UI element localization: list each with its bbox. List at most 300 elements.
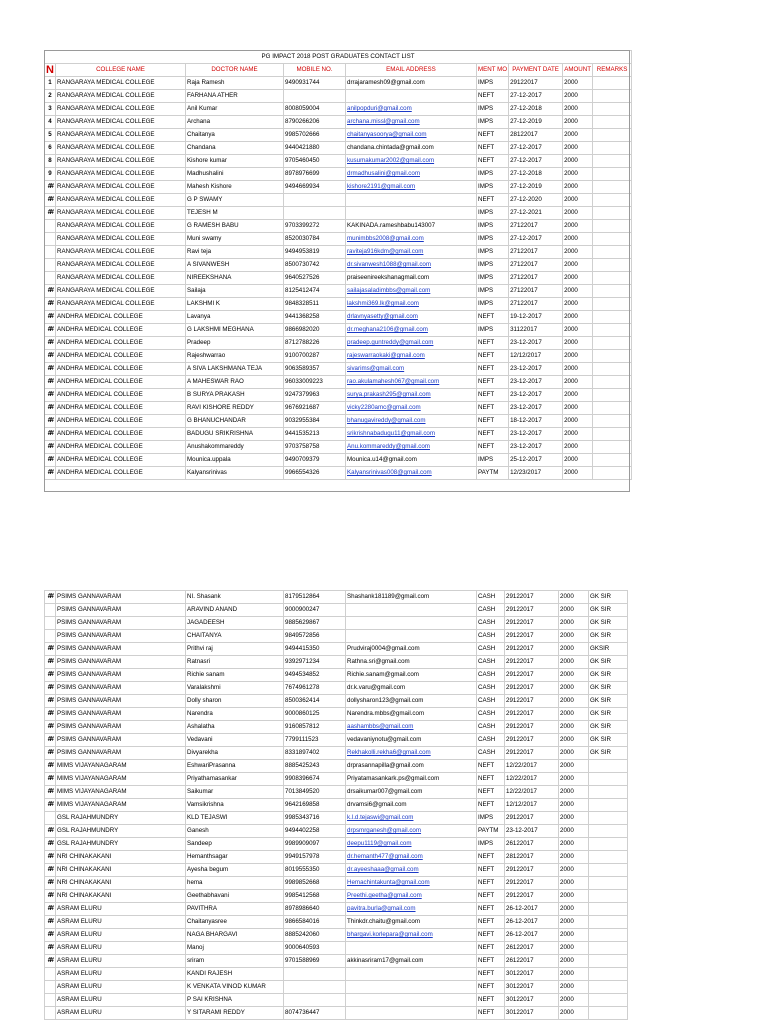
- cell-doctor: RAVI KISHORE REDDY: [186, 402, 284, 415]
- cell-n: [45, 968, 56, 981]
- cell-mobile: 9494415350: [284, 643, 346, 656]
- cell-mode: NEFT: [477, 337, 509, 350]
- cell-mode: NEFT: [477, 799, 505, 812]
- cell-email[interactable]: Hemachintakunta@gmail.com: [346, 877, 477, 890]
- cell-doctor: EshwariPrasanna: [186, 760, 284, 773]
- cell-mobile: 7799111523: [284, 734, 346, 747]
- cell-date: 28122017: [505, 851, 559, 864]
- table-row: [45, 682, 628, 695]
- cell-mobile: 8331897402: [284, 747, 346, 760]
- table-row: [45, 142, 632, 155]
- cell-doctor: JAGADEESH: [186, 617, 284, 630]
- cell-amount: 2000: [563, 337, 593, 350]
- cell-college: NRI CHINAKAKANI: [56, 890, 186, 903]
- table-row: [45, 747, 628, 760]
- cell-college: NRI CHINAKAKANI: [56, 864, 186, 877]
- cell-college: ASRAM ELURU: [56, 981, 186, 994]
- cell-mobile: 9966554326: [284, 467, 346, 480]
- cell-amount: 2000: [559, 929, 589, 942]
- cell-college: PSIMS GANNAVARAM: [56, 643, 186, 656]
- cell-n: ##: [45, 838, 56, 851]
- cell-n: 6: [45, 142, 56, 155]
- cell-n: ##: [45, 760, 56, 773]
- cell-n: 5: [45, 129, 56, 142]
- cell-date: 25-12-2017: [509, 454, 563, 467]
- cell-mobile: 9949157978: [284, 851, 346, 864]
- cell-college: ASRAM ELURU: [56, 968, 186, 981]
- cell-doctor: A SIVANWESH: [186, 259, 284, 272]
- cell-mode: IMPS: [477, 272, 509, 285]
- cell-date: 12/23/2017: [509, 467, 563, 480]
- table-row: [45, 851, 628, 864]
- table-row: [45, 415, 632, 428]
- cell-date: 30122017: [505, 994, 559, 1007]
- cell-amount: 2000: [563, 402, 593, 415]
- cell-date: 28122017: [509, 129, 563, 142]
- cell-doctor: Archana: [186, 116, 284, 129]
- cell-remarks: [589, 864, 628, 877]
- cell-mode: IMPS: [477, 220, 509, 233]
- cell-mode: IMPS: [477, 838, 505, 851]
- cell-email[interactable]: sailajasaladimbbs@gmail.com: [346, 285, 477, 298]
- cell-email[interactable]: sivarims@gmail.com: [346, 363, 477, 376]
- cell-mode: NEFT: [477, 864, 505, 877]
- cell-college: RANGARAYA MEDICAL COLLEGE: [56, 168, 186, 181]
- cell-remarks: [589, 903, 628, 916]
- cell-college: NRI CHINAKAKANI: [56, 877, 186, 890]
- cell-doctor: Dolly sharon: [186, 695, 284, 708]
- cell-amount: 2000: [563, 207, 593, 220]
- cell-email: [346, 942, 477, 955]
- cell-amount: 2000: [563, 181, 593, 194]
- cell-email: dollysharon123@gmail.com: [346, 695, 477, 708]
- cell-email[interactable]: rajeswarraokaki@gmail.com: [346, 350, 477, 363]
- cell-doctor: A SIVA LAKSHMANA TEJA: [186, 363, 284, 376]
- cell-doctor: Ashalatha: [186, 721, 284, 734]
- cell-n: 9: [45, 168, 56, 181]
- cell-remarks: [589, 760, 628, 773]
- cell-mode: NEFT: [477, 942, 505, 955]
- cell-email: [346, 194, 477, 207]
- table-row: [45, 246, 632, 259]
- cell-remarks: [589, 955, 628, 968]
- cell-email[interactable]: dr.ayeeshaaa@gmail.com: [346, 864, 477, 877]
- table-row: [45, 617, 628, 630]
- cell-n: [45, 617, 56, 630]
- cell-mobile: 7674961278: [284, 682, 346, 695]
- table-row: [45, 903, 628, 916]
- table-row: [45, 259, 632, 272]
- cell-amount: 2000: [559, 695, 589, 708]
- header-college: COLLEGE NAME: [56, 64, 186, 77]
- cell-college: RANGARAYA MEDICAL COLLEGE: [56, 272, 186, 285]
- cell-email[interactable]: pradeep.guntreddy@gmail.com: [346, 337, 477, 350]
- table-row: [45, 454, 632, 467]
- cell-remarks: [593, 103, 632, 116]
- cell-remarks: GK SIR: [589, 695, 628, 708]
- cell-college: RANGARAYA MEDICAL COLLEGE: [56, 103, 186, 116]
- cell-college: GSL RAJAHMUNDRY: [56, 838, 186, 851]
- cell-email[interactable]: aashambbs@gmail.com: [346, 721, 477, 734]
- cell-doctor: Muni swamy: [186, 233, 284, 246]
- header-amount: AMOUNT: [563, 64, 593, 77]
- cell-doctor: Mahesh Kishore: [186, 181, 284, 194]
- cell-mobile: 8712788226: [284, 337, 346, 350]
- cell-remarks: [593, 428, 632, 441]
- cell-remarks: [593, 194, 632, 207]
- cell-mobile: 9676921687: [284, 402, 346, 415]
- cell-amount: 2000: [563, 454, 593, 467]
- cell-email[interactable]: Preethi.geetha@gmail.com: [346, 890, 477, 903]
- cell-date: 27-12-2017: [509, 155, 563, 168]
- cell-amount: 2000: [559, 864, 589, 877]
- cell-remarks: [589, 929, 628, 942]
- cell-doctor: hema: [186, 877, 284, 890]
- cell-doctor: G LAKSHMI MEGHANA: [186, 324, 284, 337]
- cell-n: ##: [45, 851, 56, 864]
- table-row: [45, 207, 632, 220]
- cell-college: ANDHRA MEDICAL COLLEGE: [56, 428, 186, 441]
- cell-doctor: Prithvi raj: [186, 643, 284, 656]
- cell-mobile: 8008059004: [284, 103, 346, 116]
- cell-doctor: Kishore kumar: [186, 155, 284, 168]
- cell-email[interactable]: drlavnyasetty@gmail.com: [346, 311, 477, 324]
- cell-date: 29122017: [505, 643, 559, 656]
- cell-college: ASRAM ELURU: [56, 929, 186, 942]
- cell-doctor: FARHANA ATHER: [186, 90, 284, 103]
- cell-mobile: 9989909097: [284, 838, 346, 851]
- cell-remarks: GKSIR: [589, 643, 628, 656]
- cell-email: [346, 630, 477, 643]
- cell-email: [346, 1007, 477, 1020]
- cell-college: NRI CHINAKAKANI: [56, 851, 186, 864]
- table-row: [45, 630, 628, 643]
- cell-college: RANGARAYA MEDICAL COLLEGE: [56, 155, 186, 168]
- cell-amount: 2000: [559, 747, 589, 760]
- cell-doctor: Lavanya: [186, 311, 284, 324]
- cell-amount: 2000: [563, 129, 593, 142]
- cell-mobile: [284, 207, 346, 220]
- table-row: [45, 968, 628, 981]
- cell-date: 31122017: [509, 324, 563, 337]
- cell-email[interactable]: bhanugavireddy@gmail.com: [346, 415, 477, 428]
- cell-college: ASRAM ELURU: [56, 903, 186, 916]
- cell-mode: IMPS: [477, 116, 509, 129]
- cell-mobile: 9985412568: [284, 890, 346, 903]
- cell-amount: 2000: [563, 389, 593, 402]
- cell-mobile: 8520030784: [284, 233, 346, 246]
- cell-email: Rathna.sri@gmail.com: [346, 656, 477, 669]
- cell-amount: 2000: [563, 376, 593, 389]
- cell-amount: 2000: [563, 324, 593, 337]
- cell-date: 27122017: [509, 220, 563, 233]
- title-row: [45, 51, 632, 64]
- cell-remarks: GK SIR: [589, 630, 628, 643]
- cell-n: ##: [45, 428, 56, 441]
- cell-mobile: 9032955384: [284, 415, 346, 428]
- header-payment-mode: MENT MO: [477, 64, 509, 77]
- cell-amount: 2000: [559, 851, 589, 864]
- cell-remarks: [593, 363, 632, 376]
- cell-college: ANDHRA MEDICAL COLLEGE: [56, 311, 186, 324]
- cell-date: 23-12-2017: [509, 363, 563, 376]
- cell-email: [346, 617, 477, 630]
- cell-mobile: 7013849520: [284, 786, 346, 799]
- cell-n: ##: [45, 643, 56, 656]
- table-row: [45, 929, 628, 942]
- cell-college: ASRAM ELURU: [56, 994, 186, 1007]
- header-email: EMAIL ADDRESS: [346, 64, 477, 77]
- cell-remarks: [593, 142, 632, 155]
- cell-email[interactable]: surya.prakash295@gmail.com: [346, 389, 477, 402]
- cell-college: ANDHRA MEDICAL COLLEGE: [56, 415, 186, 428]
- cell-mode: CASH: [477, 630, 505, 643]
- table-row: [45, 708, 628, 721]
- cell-mode: NEFT: [477, 903, 505, 916]
- table-row: [45, 864, 628, 877]
- cell-email: Prudviraj0004@gmail.com: [346, 643, 477, 656]
- cell-date: 29122017: [505, 812, 559, 825]
- table-row: [45, 838, 628, 851]
- cell-email[interactable]: vicky2280amc@gmail.com: [346, 402, 477, 415]
- cell-email[interactable]: bhargavi.korlepara@gmail.com: [346, 929, 477, 942]
- cell-college: MIMS VIJAYANAGARAM: [56, 760, 186, 773]
- cell-n: ##: [45, 877, 56, 890]
- cell-email[interactable]: dr.sivanwesh1088@gmail.com: [346, 259, 477, 272]
- cell-amount: 2000: [563, 285, 593, 298]
- cell-doctor: Divyarekha: [186, 747, 284, 760]
- cell-mode: IMPS: [477, 285, 509, 298]
- cell-remarks: [593, 311, 632, 324]
- cell-email[interactable]: lakshmi369.lk@gmail.com: [346, 298, 477, 311]
- cell-amount: 2000: [563, 103, 593, 116]
- cell-college: ANDHRA MEDICAL COLLEGE: [56, 389, 186, 402]
- cell-doctor: Vedavani: [186, 734, 284, 747]
- table-row: [45, 194, 632, 207]
- table-row: [45, 402, 632, 415]
- cell-doctor: LAKSHMI K: [186, 298, 284, 311]
- cell-mobile: 9100700287: [284, 350, 346, 363]
- header-row: [45, 64, 632, 77]
- cell-college: ASRAM ELURU: [56, 942, 186, 955]
- cell-email: praiseenireekshanagmail.com: [346, 272, 477, 285]
- cell-doctor: Richie sanam: [186, 669, 284, 682]
- cell-date: 29122017: [505, 734, 559, 747]
- cell-doctor: Ganesh: [186, 825, 284, 838]
- cell-college: RANGARAYA MEDICAL COLLEGE: [56, 77, 186, 90]
- cell-mode: NEFT: [477, 786, 505, 799]
- cell-mode: IMPS: [477, 168, 509, 181]
- cell-email[interactable]: Rekhakolli.rekha6@gmail.com: [346, 747, 477, 760]
- cell-email[interactable]: srikrishnabadugu11@gmail.com: [346, 428, 477, 441]
- table-row: [45, 669, 628, 682]
- table-row: [45, 311, 632, 324]
- cell-college: RANGARAYA MEDICAL COLLEGE: [56, 259, 186, 272]
- cell-remarks: [589, 1007, 628, 1020]
- cell-mode: CASH: [477, 656, 505, 669]
- cell-mode: NEFT: [477, 441, 509, 454]
- cell-date: 27-12-2019: [509, 181, 563, 194]
- cell-email[interactable]: kishore2191@gmail.com: [346, 181, 477, 194]
- cell-n: ##: [45, 389, 56, 402]
- cell-email[interactable]: chaitanyasoorya@gmail.com: [346, 129, 477, 142]
- cell-mode: CASH: [477, 604, 505, 617]
- cell-remarks: [593, 129, 632, 142]
- cell-remarks: [593, 220, 632, 233]
- cell-email[interactable]: munimbbs2008@gmail.com: [346, 233, 477, 246]
- cell-mobile: [284, 968, 346, 981]
- cell-doctor: NIREEKSHANA: [186, 272, 284, 285]
- header-payment-date: PAYMENT DATE: [509, 64, 563, 77]
- table-row: [45, 77, 632, 90]
- cell-college: RANGARAYA MEDICAL COLLEGE: [56, 181, 186, 194]
- cell-email[interactable]: anilpopduri@gmail.com: [346, 103, 477, 116]
- cell-remarks: [589, 838, 628, 851]
- cell-date: 23-12-2017: [509, 337, 563, 350]
- cell-amount: 2000: [559, 604, 589, 617]
- cell-mobile: 9703758758: [284, 441, 346, 454]
- cell-date: 29122017: [505, 617, 559, 630]
- cell-mobile: 9000860125: [284, 708, 346, 721]
- cell-college: GSL RAJAHMUNDRY: [56, 812, 186, 825]
- cell-college: ANDHRA MEDICAL COLLEGE: [56, 350, 186, 363]
- cell-date: 30122017: [505, 968, 559, 981]
- table-row: [45, 272, 632, 285]
- cell-college: PSIMS GANNAVARAM: [56, 734, 186, 747]
- cell-date: 27-12-2017: [509, 90, 563, 103]
- cell-email: [346, 604, 477, 617]
- cell-date: 12/12/2017: [505, 799, 559, 812]
- cell-amount: 2000: [563, 220, 593, 233]
- cell-doctor: Anushakommareddy: [186, 441, 284, 454]
- cell-email[interactable]: deepu1119@gmail.com: [346, 838, 477, 851]
- cell-email[interactable]: kusumakumar2002@gmail.com: [346, 155, 477, 168]
- cell-date: 26122017: [505, 838, 559, 851]
- cell-college: ANDHRA MEDICAL COLLEGE: [56, 363, 186, 376]
- cell-date: 23-12-2017: [509, 389, 563, 402]
- cell-amount: 2000: [559, 838, 589, 851]
- cell-email[interactable]: archana.missl@gmail.com: [346, 116, 477, 129]
- cell-mode: NEFT: [477, 376, 509, 389]
- cell-doctor: Ravi teja: [186, 246, 284, 259]
- cell-email: drsaikumar007@gmail.com: [346, 786, 477, 799]
- cell-n: ##: [45, 285, 56, 298]
- cell-college: MIMS VIJAYANAGARAM: [56, 799, 186, 812]
- cell-date: 23-12-2017: [509, 376, 563, 389]
- cell-doctor: P SAI KRISHNA: [186, 994, 284, 1007]
- cell-email: Priyatamasankark.ps@gmail.com: [346, 773, 477, 786]
- cell-doctor: Chaitanyasree: [186, 916, 284, 929]
- table-row: [45, 734, 628, 747]
- cell-email[interactable]: drpsmrganesh@gmail.com: [346, 825, 477, 838]
- cell-n: ##: [45, 682, 56, 695]
- table-row: [45, 877, 628, 890]
- cell-college: ANDHRA MEDICAL COLLEGE: [56, 467, 186, 480]
- cell-doctor: Kalyansrinivas: [186, 467, 284, 480]
- cell-doctor: NAGA BHARGAVI: [186, 929, 284, 942]
- cell-mobile: 9848328511: [284, 298, 346, 311]
- cell-mobile: 9642169858: [284, 799, 346, 812]
- cell-college: PSIMS GANNAVARAM: [56, 630, 186, 643]
- cell-amount: 2000: [559, 942, 589, 955]
- cell-mobile: 9490709379: [284, 454, 346, 467]
- cell-mobile: 8790266206: [284, 116, 346, 129]
- cell-email[interactable]: dr.meghana2106@gmail.com: [346, 324, 477, 337]
- table-row: [45, 285, 632, 298]
- cell-amount: 2000: [559, 643, 589, 656]
- cell-date: 27-12-2018: [509, 103, 563, 116]
- cell-mobile: [284, 994, 346, 1007]
- cell-n: ##: [45, 695, 56, 708]
- cell-amount: 2000: [563, 467, 593, 480]
- cell-remarks: [593, 246, 632, 259]
- cell-n: ##: [45, 454, 56, 467]
- cell-amount: 2000: [563, 272, 593, 285]
- cell-remarks: [593, 389, 632, 402]
- table-row: [45, 994, 628, 1007]
- table-row: [45, 337, 632, 350]
- table-row: [45, 604, 628, 617]
- cell-mode: CASH: [477, 669, 505, 682]
- cell-remarks: [593, 272, 632, 285]
- cell-email: [346, 207, 477, 220]
- cell-mode: CASH: [477, 747, 505, 760]
- cell-date: 29122017: [505, 721, 559, 734]
- cell-doctor: TEJESH M: [186, 207, 284, 220]
- cell-amount: 2000: [563, 298, 593, 311]
- cell-email[interactable]: raviteja916kdm@gmail.com: [346, 246, 477, 259]
- cell-amount: 2000: [563, 415, 593, 428]
- cell-amount: 2000: [563, 77, 593, 90]
- cell-amount: 2000: [563, 142, 593, 155]
- cell-college: ASRAM ELURU: [56, 1007, 186, 1020]
- cell-email[interactable]: Kalyansrinivas008@gmail.com: [346, 467, 477, 480]
- cell-mobile: 8074736447: [284, 1007, 346, 1020]
- cell-date: 29122017: [509, 77, 563, 90]
- cell-mobile: [284, 981, 346, 994]
- cell-remarks: [593, 298, 632, 311]
- cell-mobile: 9494669934: [284, 181, 346, 194]
- table-row: [45, 721, 628, 734]
- table-row: [45, 428, 632, 441]
- cell-doctor: K VENKATA VINOD KUMAR: [186, 981, 284, 994]
- cell-date: 27122017: [509, 259, 563, 272]
- cell-n: ##: [45, 181, 56, 194]
- cell-email[interactable]: rao.akulamahesh067@gmail.com: [346, 376, 477, 389]
- cell-email[interactable]: drmadhusalini@gmail.com: [346, 168, 477, 181]
- cell-doctor: Ayesha begum: [186, 864, 284, 877]
- cell-college: RANGARAYA MEDICAL COLLEGE: [56, 246, 186, 259]
- cell-email[interactable]: k.l.d.tejaswi@gmail.com: [346, 812, 477, 825]
- cell-mobile: 9000900247: [284, 604, 346, 617]
- cell-email[interactable]: Anu.kommareddy@gmail.com: [346, 441, 477, 454]
- cell-mobile: 9985702666: [284, 129, 346, 142]
- cell-mode: NEFT: [477, 994, 505, 1007]
- cell-mode: NEFT: [477, 773, 505, 786]
- cell-mode: NEFT: [477, 363, 509, 376]
- cell-mobile: 9701588969: [284, 955, 346, 968]
- cell-date: 23-12-2017: [509, 402, 563, 415]
- cell-email[interactable]: pavitra.burla@gmail.com: [346, 903, 477, 916]
- cell-amount: 2000: [559, 877, 589, 890]
- cell-email[interactable]: dr.hemanth477@gmail.com: [346, 851, 477, 864]
- cell-date: 29122017: [505, 591, 559, 604]
- cell-doctor: Saikumar: [186, 786, 284, 799]
- cell-mode: IMPS: [477, 207, 509, 220]
- table-row: [45, 350, 632, 363]
- cell-college: ANDHRA MEDICAL COLLEGE: [56, 337, 186, 350]
- cell-n: ##: [45, 337, 56, 350]
